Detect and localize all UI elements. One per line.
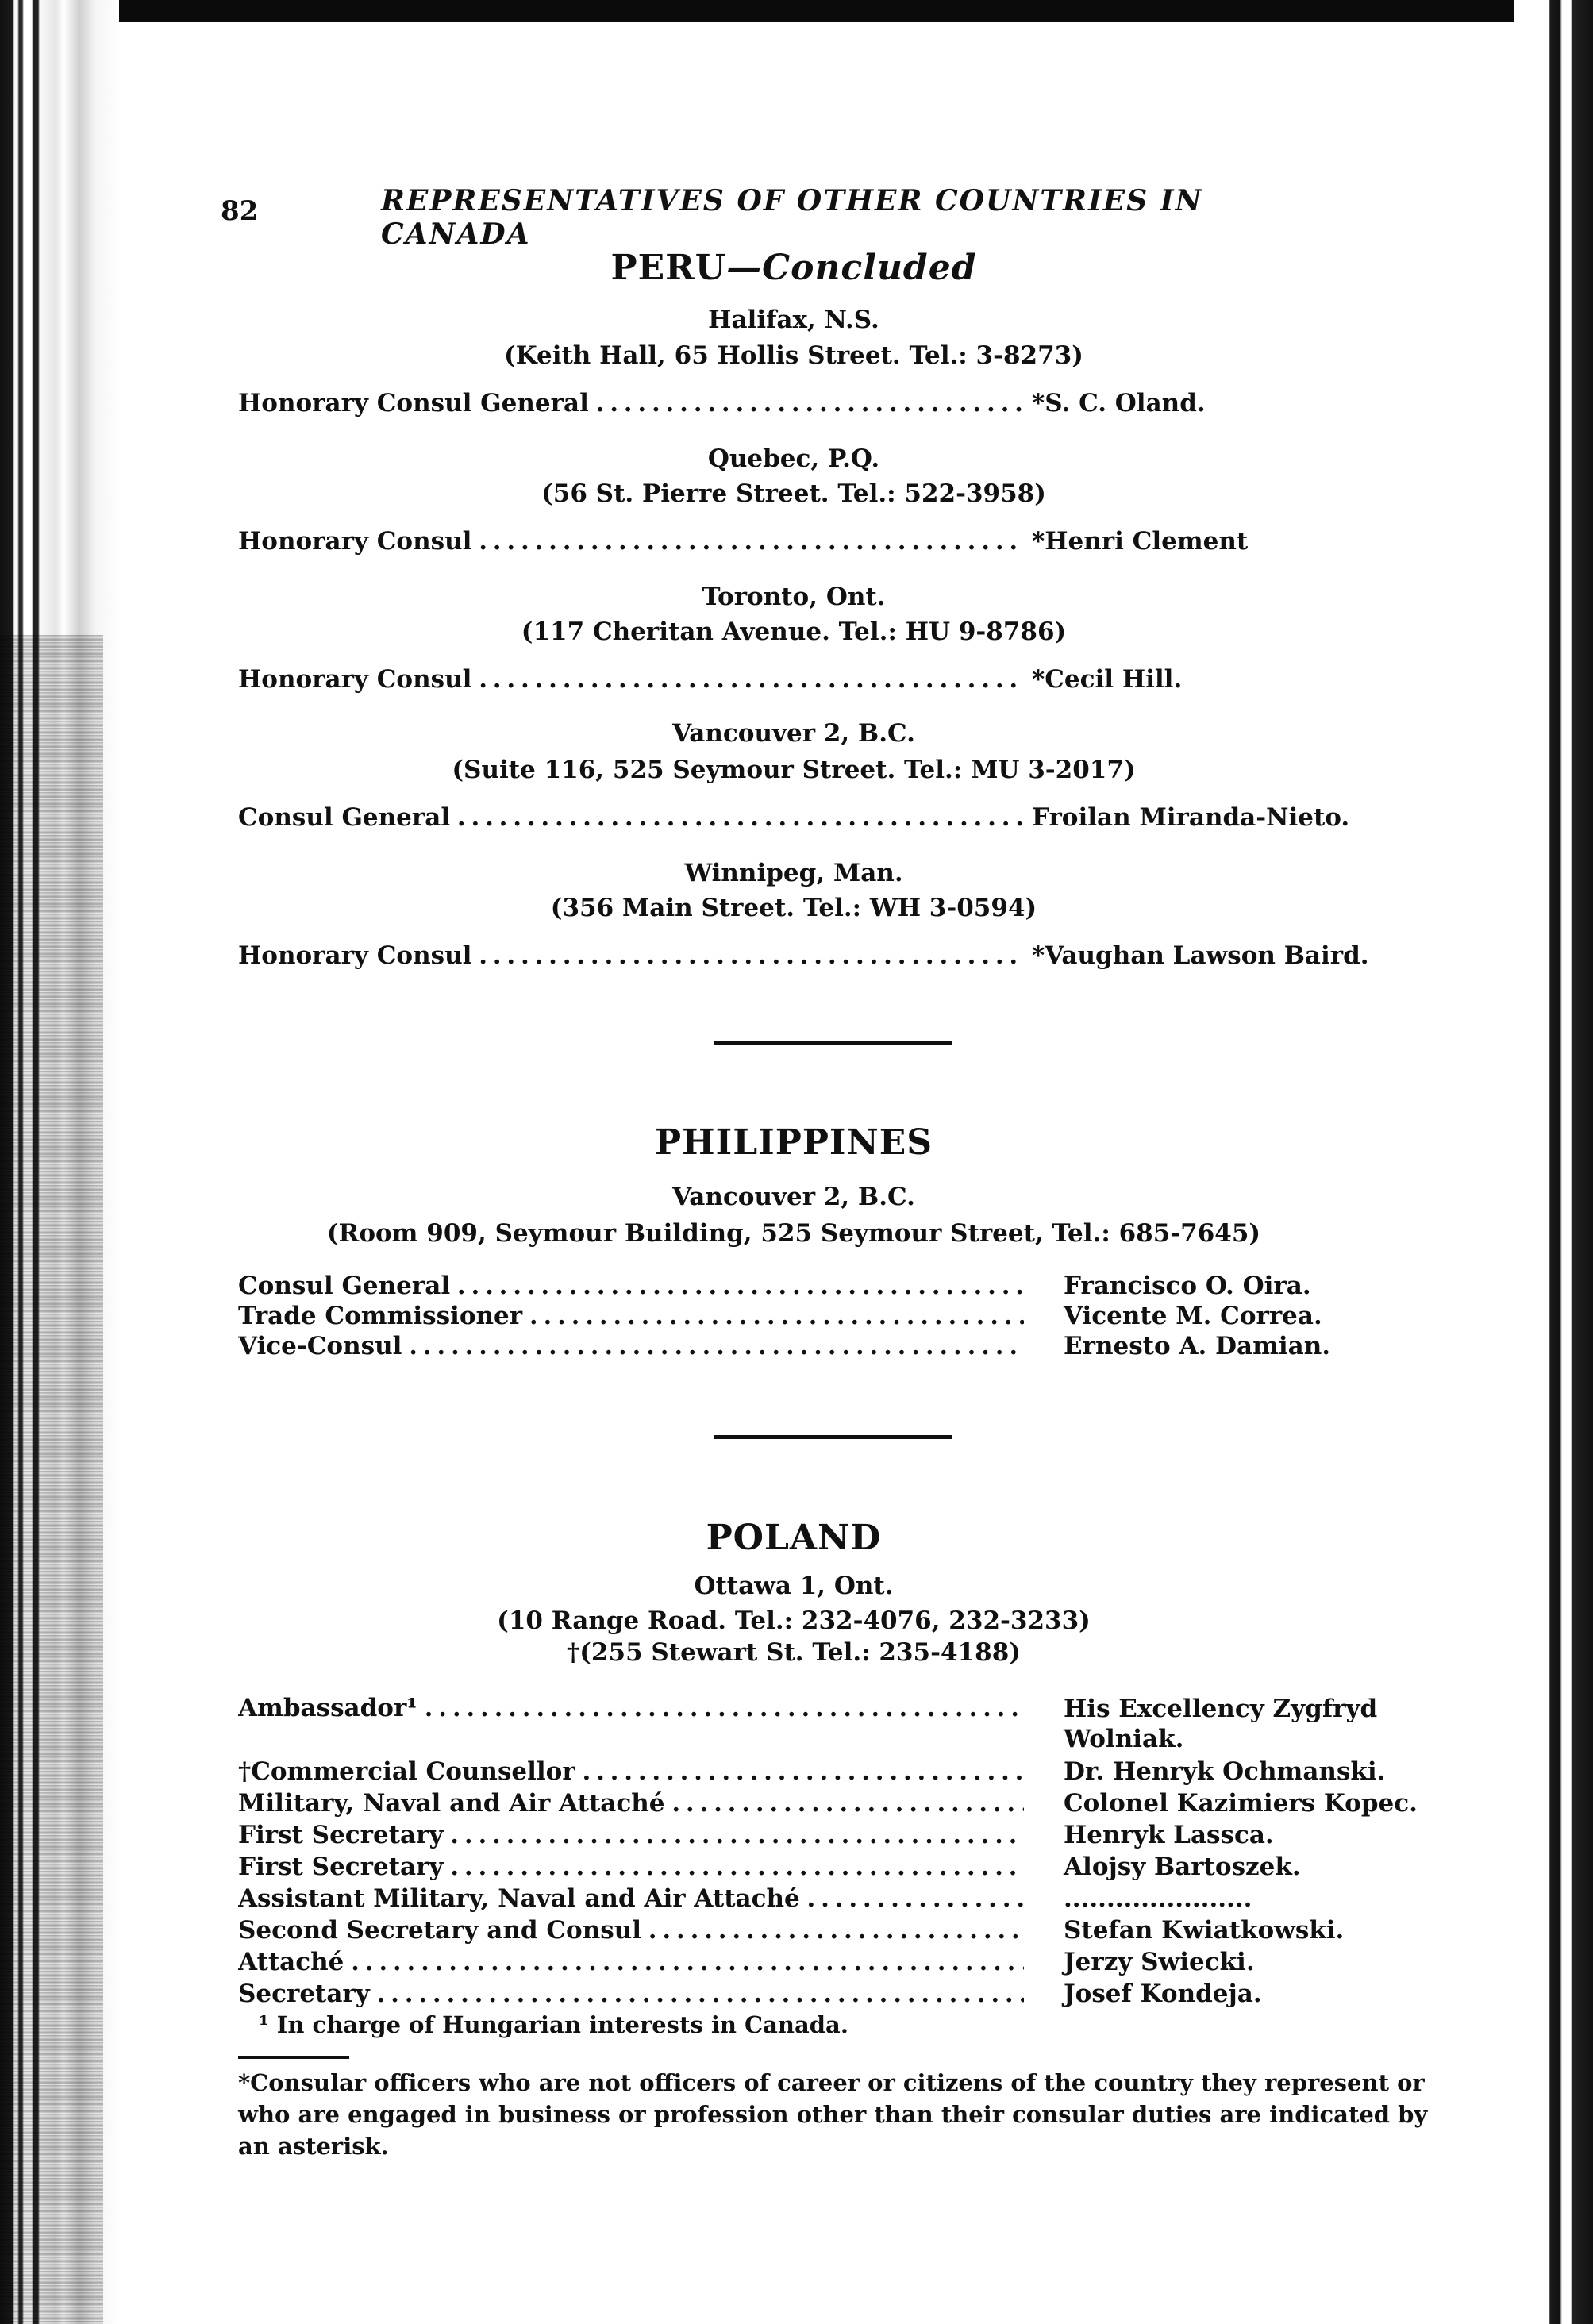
office-city: Ottawa 1, Ont. <box>694 1572 894 1600</box>
office-city: Vancouver 2, B.C. <box>672 1183 915 1211</box>
staff-entry <box>238 1789 1418 1821</box>
staff-name: Colonel Kazimiers Kopec. <box>1064 1789 1418 1818</box>
staff-entry <box>238 665 1381 697</box>
office-city: Quebec, P.Q. <box>707 444 880 473</box>
staff-entry <box>238 1948 1381 1980</box>
running-head <box>221 184 1286 251</box>
office-address: (Suite 116, 525 Seymour Street. Tel.: MU 3-2017) <box>452 756 1136 784</box>
office-address: (Room 909, Seymour Building, 525 Seymour Street, Tel.: 685-7645) <box>326 1219 1261 1248</box>
section-divider <box>714 1041 952 1045</box>
staff-name-vacant: ...................... <box>1064 1884 1252 1913</box>
staff-entry <box>238 1757 1386 1789</box>
staff-role: Second Secretary and Consul . . . <box>238 1916 1024 1945</box>
staff-role: Trade Commissioner . . . <box>238 1302 1024 1330</box>
staff-name: His Excellency Zygfryd Wolniak. <box>1064 1695 1378 1753</box>
staff-role: †Commercial Counsellor . . . <box>238 1757 1024 1786</box>
staff-role: First Secretary . . . <box>238 1821 1024 1849</box>
staff-role: Honorary Consul . . . <box>238 527 1024 556</box>
staff-name: Dr. Henryk Ochmanski. <box>1064 1757 1386 1786</box>
staff-entry <box>238 1694 1381 1757</box>
staff-name: Francisco O. Oira. <box>1064 1272 1311 1300</box>
staff-name: Ernesto A. Damian. <box>1064 1332 1331 1360</box>
staff-name: Josef Kondeja. <box>1064 1980 1262 2008</box>
document-page <box>221 0 1460 2324</box>
staff-entry <box>238 1272 1381 1303</box>
running-title: REPRESENTATIVES OF OTHER COUNTRIES IN CANADA <box>381 184 1203 251</box>
staff-name: *Henri Clement <box>1032 527 1249 556</box>
scan-right-binding <box>1514 0 1593 2324</box>
concluded-label: —Concluded <box>726 248 977 288</box>
staff-role: Consul General . . . <box>238 803 1024 832</box>
asterisk-note: *Consular officers who are not officers of career or citizens of the country they represent or who are engaged in business or profession other than their consular duties are indicated by an asterisk. <box>238 2069 1428 2160</box>
staff-role: First Secretary . . . <box>238 1853 1024 1881</box>
staff-name: Henryk Lassca. <box>1064 1821 1274 1849</box>
staff-role: Attaché . . . <box>238 1948 1024 1976</box>
staff-name: Jerzy Swiecki. <box>1064 1948 1255 1976</box>
office-city: Halifax, N.S. <box>708 306 879 334</box>
staff-role: Honorary Consul General . . . <box>238 389 1024 417</box>
staff-name: Alojsy Bartoszek. <box>1064 1853 1301 1881</box>
office-city: Vancouver 2, B.C. <box>672 719 915 748</box>
staff-entry <box>238 1916 1381 1948</box>
staff-role: Secretary . . . <box>238 1980 1024 2008</box>
staff-entry <box>238 389 1381 421</box>
footnote-divider <box>238 2056 349 2059</box>
staff-role: Vice-Consul . . . <box>238 1332 1024 1360</box>
office-address-secondary: †(255 Stewart St. Tel.: 235-4188) <box>567 1638 1021 1667</box>
staff-role: Honorary Consul . . . <box>238 665 1024 694</box>
staff-entry <box>238 1980 1381 2011</box>
section-divider <box>714 1435 952 1439</box>
staff-entry <box>238 527 1381 559</box>
country-name: PERU <box>610 248 727 288</box>
staff-entry <box>238 1332 1381 1364</box>
country-heading-poland: POLAND <box>706 1518 882 1558</box>
staff-name: *Cecil Hill. <box>1032 665 1183 694</box>
staff-entry <box>238 1853 1381 1884</box>
staff-name: Froilan Miranda-Nieto. <box>1032 803 1350 832</box>
staff-entry <box>238 1884 1381 1916</box>
staff-entry <box>238 803 1381 835</box>
staff-name: *S. C. Oland. <box>1032 389 1206 417</box>
staff-name: Stefan Kwiatkowski. <box>1064 1916 1345 1945</box>
page-number: 82 <box>221 195 259 227</box>
staff-role: Military, Naval and Air Attaché . . . <box>238 1789 1024 1818</box>
office-address: (356 Main Street. Tel.: WH 3-0594) <box>550 894 1037 922</box>
staff-role: Ambassador¹ . . . <box>238 1694 1024 1722</box>
poland-footnote: ¹ In charge of Hungarian interests in Canada. <box>259 2011 848 2038</box>
scan-left-shadow <box>0 635 103 2324</box>
country-heading-peru <box>238 248 1349 288</box>
staff-name: *Vaughan Lawson Baird. <box>1032 941 1369 970</box>
office-address: (Keith Hall, 65 Hollis Street. Tel.: 3-8273) <box>504 341 1083 370</box>
staff-role: Assistant Military, Naval and Air Attaché . . . <box>238 1884 1024 1913</box>
staff-entry <box>238 941 1381 973</box>
staff-entry <box>238 1821 1381 1853</box>
staff-name: Vicente M. Correa. <box>1064 1302 1322 1330</box>
staff-role: Consul General . . . <box>238 1272 1024 1300</box>
office-city: Toronto, Ont. <box>702 583 886 611</box>
country-heading-philippines: PHILIPPINES <box>654 1122 933 1163</box>
staff-entry <box>238 1302 1381 1333</box>
staff-role: Honorary Consul . . . <box>238 941 1024 970</box>
office-city: Winnipeg, Man. <box>684 859 903 887</box>
office-address: (10 Range Road. Tel.: 232-4076, 232-3233) <box>497 1606 1091 1635</box>
office-address: (117 Cheritan Avenue. Tel.: HU 9-8786) <box>521 618 1067 646</box>
office-address: (56 St. Pierre Street. Tel.: 522-3958) <box>541 479 1046 508</box>
